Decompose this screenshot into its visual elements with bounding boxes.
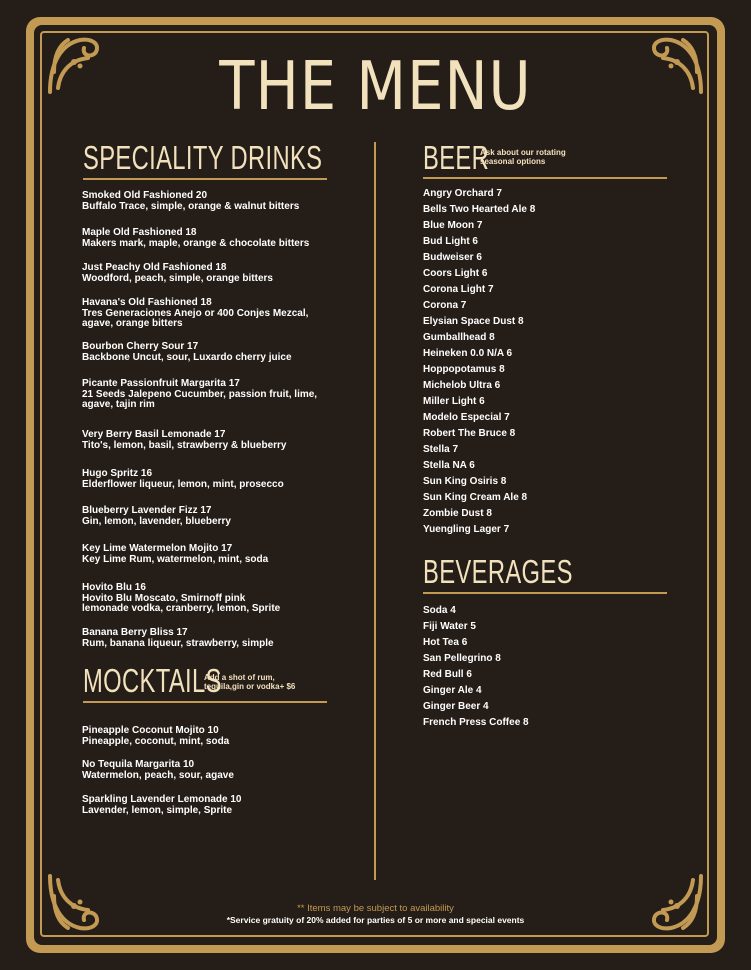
menu-item — [82, 263, 332, 284]
mocktails-rule — [83, 701, 327, 703]
list-item: Hoppopotamus 8 — [423, 364, 505, 375]
item-desc: Watermelon, peach, sour, agave — [82, 769, 234, 781]
list-item: Miller Light 6 — [423, 396, 485, 407]
menu-item — [82, 469, 332, 490]
menu-item — [82, 628, 332, 649]
beer-note — [480, 148, 566, 166]
list-item: Yuengling Lager 7 — [423, 524, 510, 535]
item-name: Havana's Old Fashioned 18 — [82, 297, 212, 308]
item-desc-2: agave, tajin rim — [82, 399, 155, 410]
list-item: Hot Tea 6 — [423, 637, 468, 648]
list-item: Budweiser 6 — [423, 252, 482, 263]
specialty-rule — [83, 178, 327, 180]
item-name: Key Lime Watermelon Mojito 17 — [82, 543, 233, 554]
list-item: Bells Two Hearted Ale 8 — [423, 204, 536, 215]
list-item: Sun King Cream Ale 8 — [423, 492, 528, 503]
list-item: Corona Light 7 — [423, 284, 494, 295]
list-item: Corona 7 — [423, 300, 467, 311]
item-desc: Tres Generaciones Anejo or 400 Conjes Mezcal, — [82, 307, 309, 319]
menu-item — [82, 760, 332, 781]
corner-ornament-bottom-right-icon — [637, 866, 707, 936]
beverages-list — [423, 603, 529, 731]
mocktails-note-line-1: Add a shot of rum, — [204, 673, 275, 682]
menu-item — [82, 583, 332, 615]
item-desc: Buffalo Trace, simple, orange & walnut bitters — [82, 200, 300, 212]
list-item: French Press Coffee 8 — [423, 717, 529, 728]
list-item: Fiji Water 5 — [423, 621, 476, 632]
list-item: Red Bull 6 — [423, 669, 472, 680]
list-item: Gumballhead 8 — [423, 332, 495, 343]
list-item: Heineken 0.0 N/A 6 — [423, 348, 513, 359]
specialty-heading: SPECIALITY DRINKS — [83, 139, 323, 176]
availability-note: ** Items may be subject to availability — [297, 903, 454, 914]
beverages-rule — [423, 592, 667, 594]
beer-note-line-2: seasonal options — [480, 157, 546, 166]
item-desc: Lavender, lemon, simple, Sprite — [82, 804, 233, 816]
menu-item — [82, 544, 332, 565]
item-desc: Rum, banana liqueur, strawberry, simple — [82, 637, 274, 649]
list-item: San Pellegrino 8 — [423, 653, 501, 664]
list-item: Elysian Space Dust 8 — [423, 316, 524, 327]
item-desc: Woodford, peach, simple, orange bitters — [82, 272, 273, 284]
mocktails-note-line-2: tequila,gin or vodka+ $6 — [204, 682, 296, 691]
menu-item — [82, 379, 332, 411]
item-name: Bourbon Cherry Sour 17 — [82, 341, 199, 352]
beer-note-line-1: Ask about our rotating — [480, 148, 566, 157]
list-item: Stella NA 6 — [423, 460, 475, 471]
item-name: Pineapple Coconut Mojito 10 — [82, 725, 219, 736]
item-name: Blueberry Lavender Fizz 17 — [82, 505, 212, 516]
column-divider — [374, 142, 376, 880]
item-name: Hugo Spritz 16 — [82, 468, 153, 479]
item-name: No Tequila Margarita 10 — [82, 759, 195, 770]
beer-heading: BEER — [423, 139, 490, 176]
item-desc: Gin, lemon, lavender, blueberry — [82, 515, 231, 527]
item-desc: Backbone Uncut, sour, Luxardo cherry juice — [82, 351, 292, 363]
list-item: Coors Light 6 — [423, 268, 488, 279]
menu-item — [82, 342, 332, 363]
list-item: Soda 4 — [423, 605, 456, 616]
list-item: Sun King Osiris 8 — [423, 476, 507, 487]
menu-title: THE MENU — [219, 48, 532, 126]
menu-item — [82, 298, 332, 330]
menu-item — [82, 795, 332, 816]
item-name: Sparkling Lavender Lemonade 10 — [82, 794, 242, 805]
item-desc: Elderflower liqueur, lemon, mint, prosecco — [82, 478, 284, 490]
item-name: Banana Berry Bliss 17 — [82, 627, 188, 638]
menu-item — [82, 228, 332, 249]
menu-item — [82, 726, 332, 747]
mocktails-heading: MOCKTAILS — [83, 662, 222, 699]
beverages-heading: BEVERAGES — [423, 553, 573, 590]
corner-ornament-bottom-left-icon — [44, 866, 114, 936]
item-desc: Tito's, lemon, basil, strawberry & blueberry — [82, 439, 287, 451]
list-item: Stella 7 — [423, 444, 459, 455]
item-desc: Key Lime Rum, watermelon, mint, soda — [82, 553, 269, 565]
item-desc: Pineapple, coconut, mint, soda — [82, 735, 230, 747]
item-name: Very Berry Basil Lemonade 17 — [82, 429, 226, 440]
item-name: Picante Passionfruit Margarita 17 — [82, 378, 240, 389]
gratuity-note: *Service gratuity of 20% added for parties of 5 or more and special events — [226, 915, 525, 925]
item-desc: Hovito Blu Moscato, Smirnoff pink — [82, 592, 246, 604]
item-desc-2: lemonade vodka, cranberry, lemon, Sprite — [82, 603, 281, 614]
mocktails-note — [204, 673, 295, 691]
list-item: Bud Light 6 — [423, 236, 478, 247]
item-name: Maple Old Fashioned 18 — [82, 227, 197, 238]
beer-list — [423, 186, 535, 538]
item-name: Hovito Blu 16 — [82, 582, 146, 593]
item-name: Smoked Old Fashioned 20 — [82, 190, 208, 201]
list-item: Modelo Especial 7 — [423, 412, 510, 423]
menu-item — [82, 430, 332, 451]
menu-item — [82, 191, 332, 212]
list-item: Robert The Bruce 8 — [423, 428, 516, 439]
list-item: Blue Moon 7 — [423, 220, 483, 231]
list-item: Ginger Ale 4 — [423, 685, 482, 696]
list-item: Zombie Dust 8 — [423, 508, 492, 519]
list-item: Angry Orchard 7 — [423, 188, 502, 199]
list-item: Michelob Ultra 6 — [423, 380, 501, 391]
item-name: Just Peachy Old Fashioned 18 — [82, 262, 227, 273]
item-desc: Makers mark, maple, orange & chocolate bitters — [82, 237, 310, 249]
list-item: Ginger Beer 4 — [423, 701, 489, 712]
item-desc: 21 Seeds Jalepeno Cucumber, passion fruit, lime, — [82, 388, 318, 400]
item-desc-2: agave, orange bitters — [82, 318, 183, 329]
beer-rule — [423, 177, 667, 179]
menu-item — [82, 506, 332, 527]
